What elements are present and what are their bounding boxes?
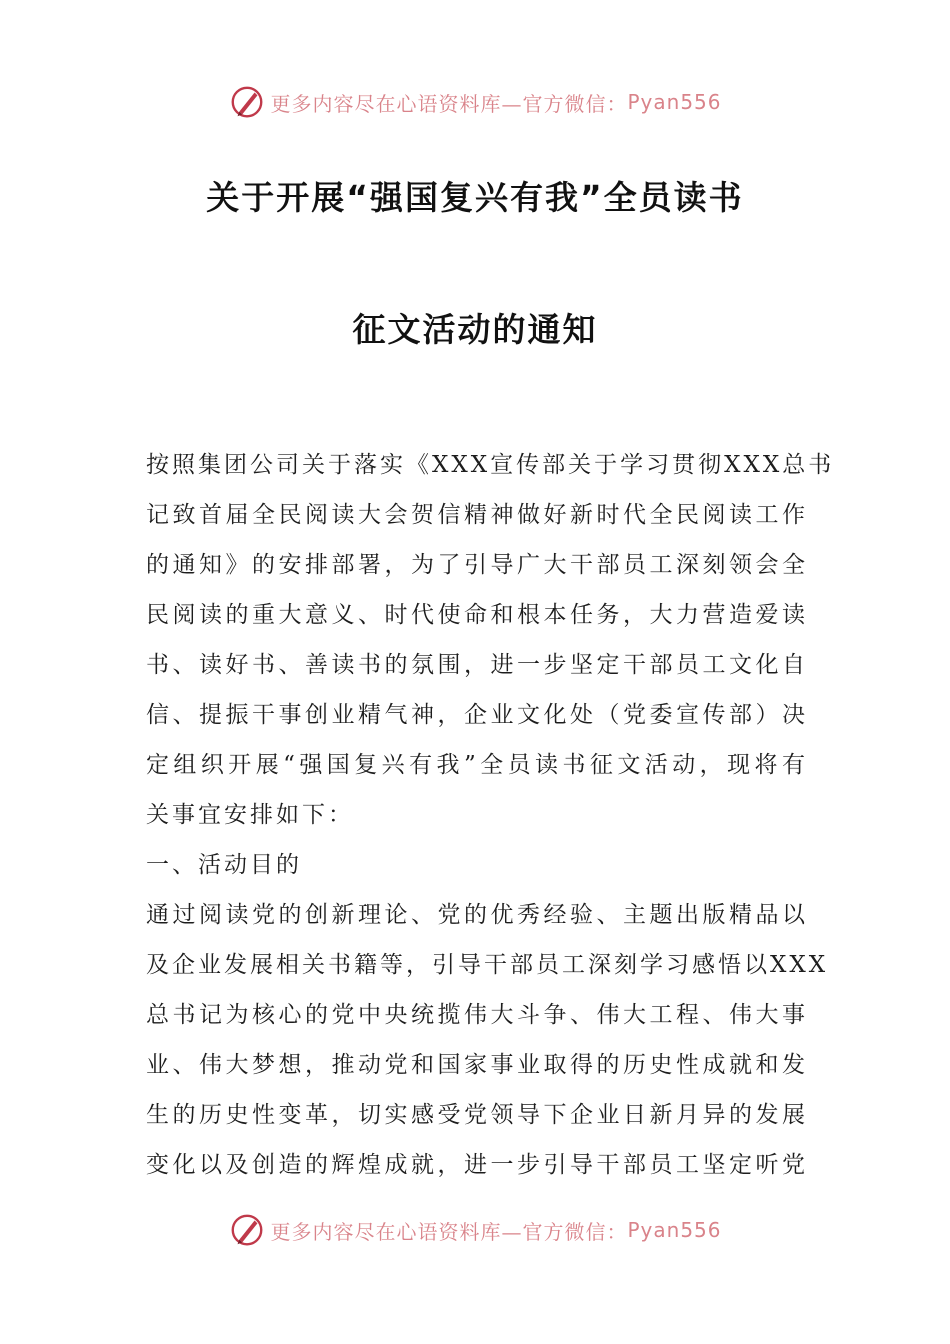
watermark-handle: Pyan556 [627, 1218, 722, 1242]
text-line: 总书记为核心的党中央统揽伟大斗争、伟大工程、伟大事 [146, 1002, 808, 1028]
text-line: 生的历史性变革，切实感受党领导下企业日新月异的发展 [146, 1102, 808, 1128]
paragraph-intro [146, 440, 835, 840]
watermark-handle: Pyan556 [627, 90, 722, 114]
watermark-text: 更多内容尽在心语资料库—官方微信： [270, 91, 628, 116]
text-line: 变化以及创造的辉煌成就，进一步引导干部员工坚定听党 [146, 1152, 808, 1178]
paragraph-purpose [146, 890, 829, 1190]
text-line: 按照集团公司关于落实《XXX宣传部关于学习贯彻XXX总书 [146, 452, 835, 478]
header-watermark [0, 82, 950, 122]
section-1-heading: 一、活动目的 [146, 852, 302, 878]
document-body [146, 440, 835, 1190]
text-line: 信、提振干事创业精气神，企业文化处（党委宣传部）决 [146, 702, 808, 728]
text-line: 定组织开展“强国复兴有我”全员读书征文活动，现将有 [146, 752, 808, 778]
text-line: 书、读好书、善读书的氛围，进一步坚定干部员工文化自 [146, 652, 808, 678]
text-line: 通过阅读党的创新理论、党的优秀经验、主题出版精品以 [146, 902, 808, 928]
pen-logo-icon [228, 83, 266, 121]
text-line: 关事宜安排如下： [146, 802, 354, 828]
text-line: 民阅读的重大意义、时代使命和根本任务，大力营造爱读 [146, 602, 808, 628]
text-line: 及企业发展相关书籍等，引导干部员工深刻学习感悟以XXX [146, 952, 829, 978]
text-line: 记致首届全民阅读大会贺信精神做好新时代全民阅读工作 [146, 502, 808, 528]
section-heading [146, 840, 808, 890]
document-title-line-1: 关于开展“强国复兴有我”全员读书 [206, 178, 744, 217]
text-line: 业、伟大梦想，推动党和国家事业取得的历史性成就和发 [146, 1052, 808, 1078]
footer-watermark [0, 1210, 950, 1250]
text-line: 的通知》的安排部署，为了引导广大干部员工深刻领会全 [146, 552, 808, 578]
watermark-text: 更多内容尽在心语资料库—官方微信： [270, 1219, 628, 1244]
document-title-line-2: 征文活动的通知 [352, 310, 598, 349]
pen-logo-icon [228, 1211, 266, 1249]
